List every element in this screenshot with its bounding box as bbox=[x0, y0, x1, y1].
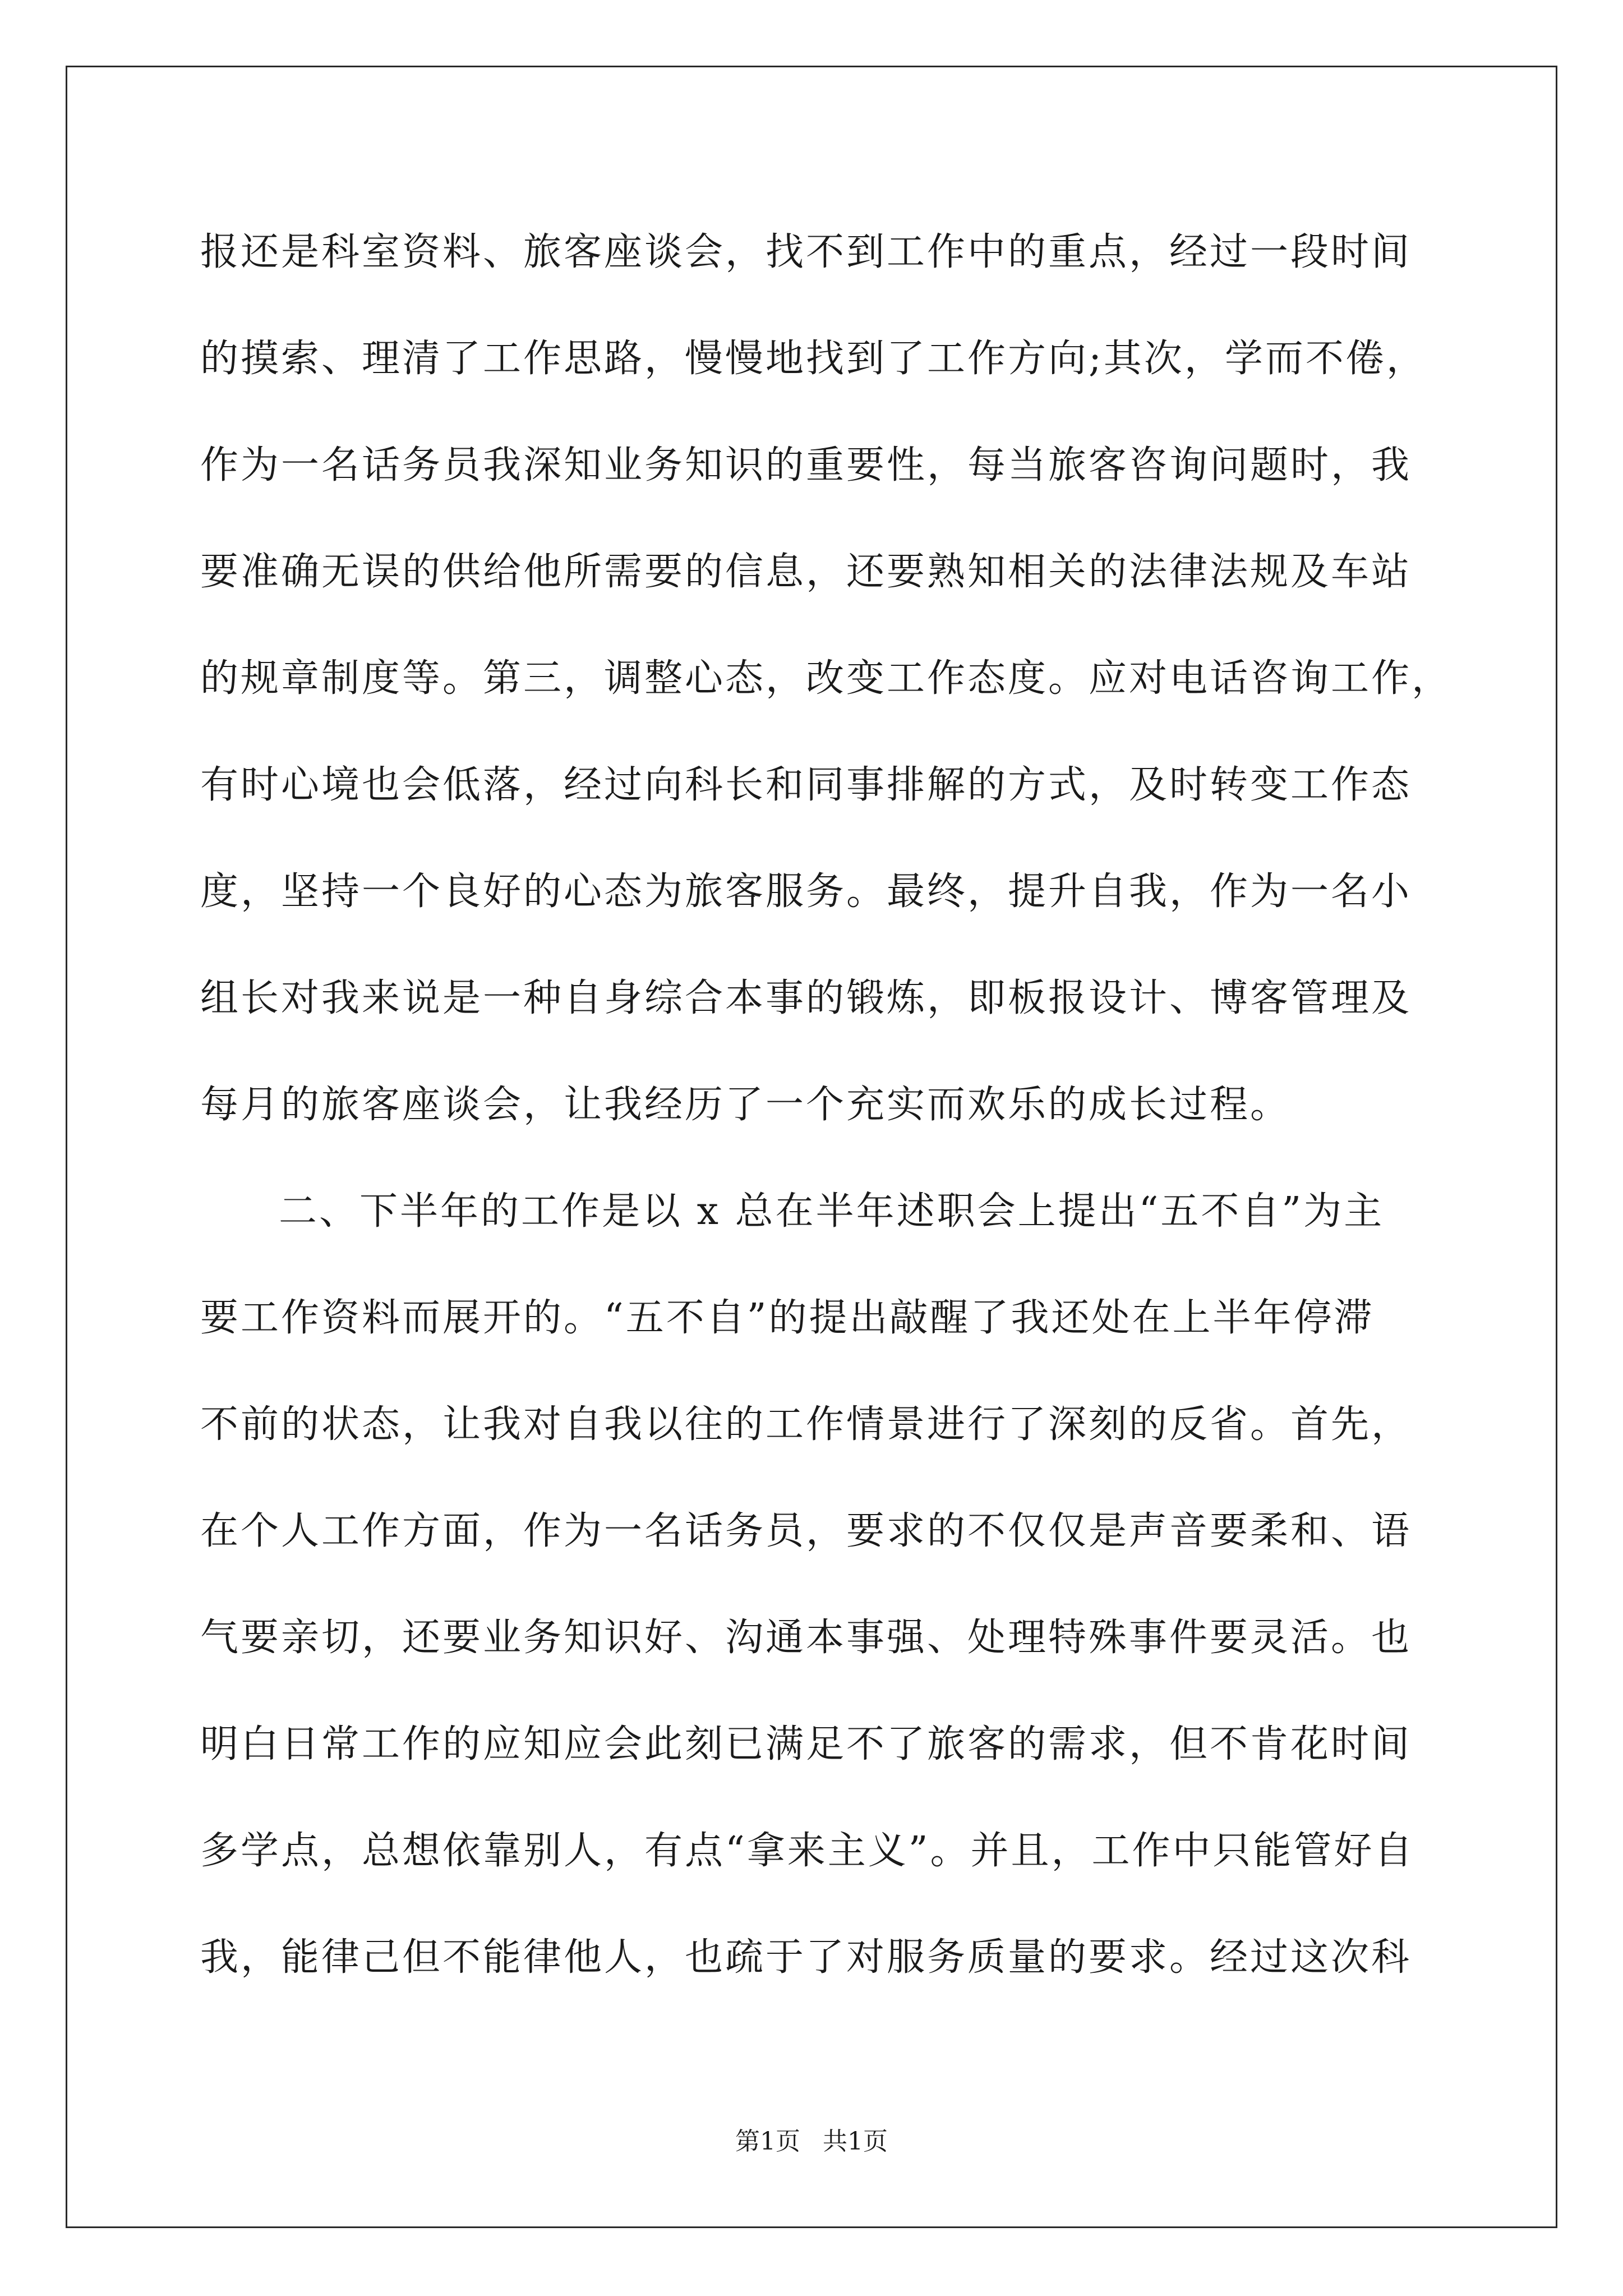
text-line: 每月的旅客座谈会，让我经历了一个充实而欢乐的成长过程。 bbox=[200, 1083, 1291, 1127]
text-line: 在个人工作方面，作为一名话务员，要求的不仅仅是声音要柔和、语 bbox=[200, 1509, 1412, 1553]
text-line: 有时心境也会低落，经过向科长和同事排解的方式，及时转变工作态 bbox=[200, 763, 1412, 807]
text-line: 不前的状态，让我对自我以往的工作情景进行了深刻的反省。首先， bbox=[200, 1402, 1412, 1447]
page-total: 共1页 bbox=[823, 2127, 888, 2156]
document-body bbox=[200, 219, 1453, 2031]
text-line: 度，坚持一个良好的心态为旅客服务。最终，提升自我，作为一名小 bbox=[200, 869, 1412, 914]
text-line: 的摸索、理清了工作思路，慢慢地找到了工作方向;其次，学而不倦， bbox=[200, 337, 1427, 381]
paragraph-start-line: 二、下半年的工作是以 x 总在半年述职会上提出“五不自”为主 bbox=[279, 1189, 1385, 1234]
text-line: 要准确无误的供给他所需要的信息，还要熟知相关的法律法规及车站 bbox=[200, 550, 1412, 594]
page-number: 第1页 bbox=[735, 2127, 800, 2156]
text-line: 气要亲切，还要业务知识好、沟通本事强、处理特殊事件要灵活。也 bbox=[200, 1616, 1412, 1660]
text-line: 多学点，总想依靠别人，有点“拿来主义”。并且，工作中只能管好自 bbox=[200, 1829, 1415, 1873]
text-line: 要工作资料而展开的。“五不自”的提出敲醒了我还处在上半年停滞 bbox=[200, 1296, 1375, 1340]
text-line: 报还是科室资料、旅客座谈会，找不到工作中的重点，经过一段时间 bbox=[200, 230, 1412, 274]
text-line: 作为一名话务员我深知业务知识的重要性，每当旅客咨询问题时，我 bbox=[200, 443, 1412, 487]
text-line: 组长对我来说是一种自身综合本事的锻炼，即板报设计、博客管理及 bbox=[200, 976, 1412, 1020]
text-line: 明白日常工作的应知应会此刻已满足不了旅客的需求，但不肯花时间 bbox=[200, 1722, 1412, 1766]
page-footer bbox=[0, 2125, 1623, 2159]
text-line: 我，能律己但不能律他人，也疏于了对服务质量的要求。经过这次科 bbox=[200, 1935, 1412, 1980]
text-line: 的规章制度等。第三，调整心态，改变工作态度。应对电话咨询工作， bbox=[200, 656, 1453, 701]
